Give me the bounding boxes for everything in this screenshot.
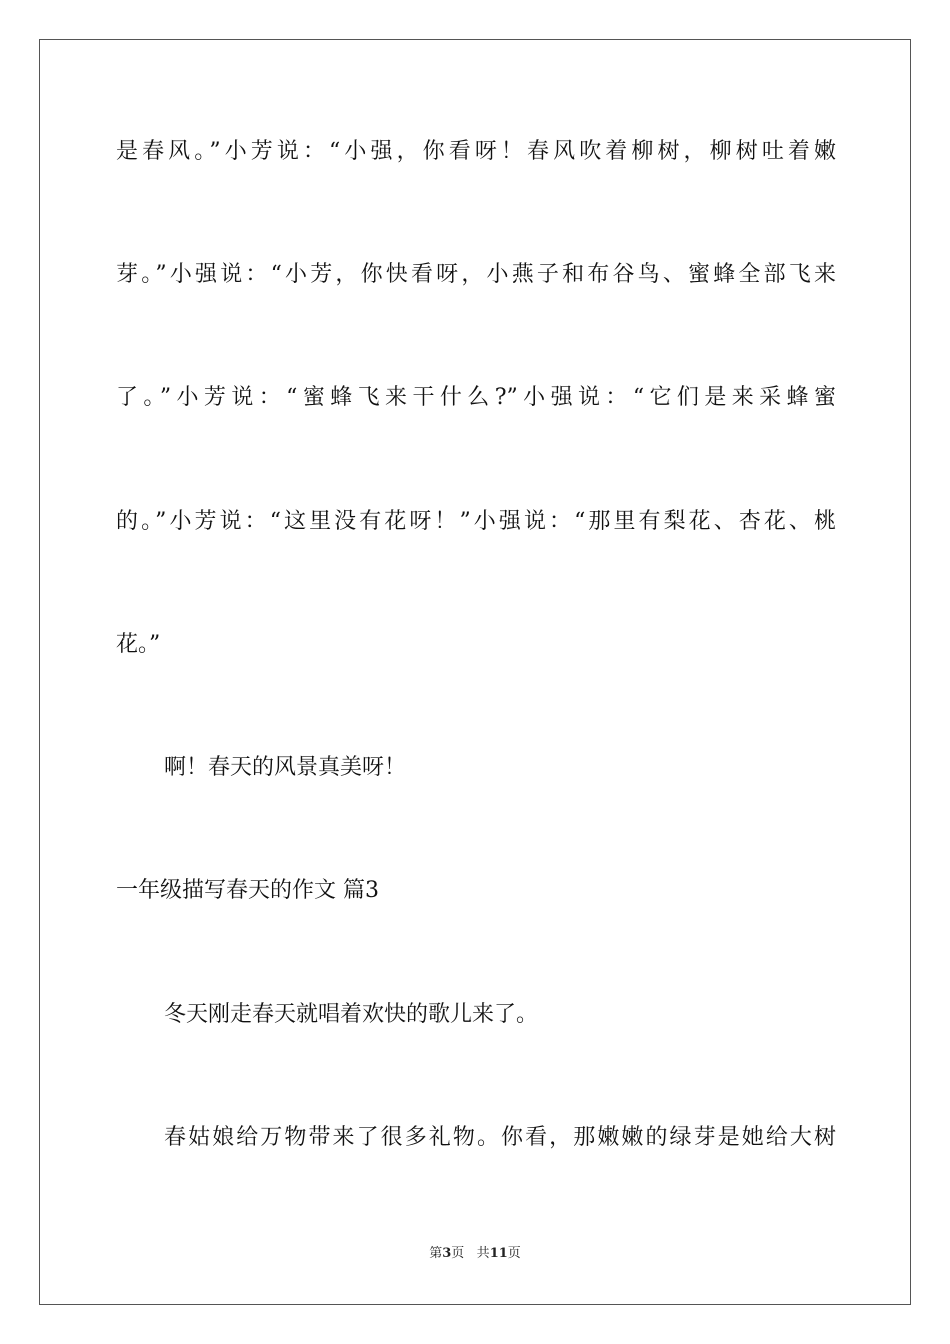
body-paragraph-winter: 冬天刚走春天就唱着欢快的歌儿来了。 (164, 1002, 539, 1027)
footer-page-number: 3 (442, 1246, 452, 1261)
page-footer (0, 1246, 950, 1262)
footer-page-prefix: 第 (429, 1246, 443, 1261)
body-line-2: 芽。”小强说：“小芳，你快看呀，小燕子和布谷鸟、蜜蜂全部飞来 (116, 262, 836, 287)
footer-total-pages: 11 (489, 1246, 508, 1261)
body-paragraph-spring-gifts: 春姑娘给万物带来了很多礼物。你看，那嫩嫩的绿芽是她给大树 (164, 1125, 836, 1150)
footer-page-suffix: 页 (451, 1246, 465, 1261)
body-line-3: 了。”小芳说：“蜜蜂飞来干什么?”小强说：“它们是来采蜂蜜 (116, 385, 836, 410)
footer-total-prefix: 共 (476, 1246, 490, 1261)
body-line-5: 花。” (116, 632, 161, 657)
body-paragraph-exclaim: 啊！春天的风景真美呀！ (164, 755, 407, 780)
body-line-1: 是春风。”小芳说：“小强，你看呀！春风吹着柳树，柳树吐着嫩 (116, 139, 836, 164)
section-heading: 一年级描写春天的作文 篇3 (116, 878, 379, 903)
page-border (39, 39, 911, 1305)
footer-total-suffix: 页 (507, 1246, 521, 1261)
body-line-4: 的。”小芳说：“这里没有花呀！”小强说：“那里有梨花、杏花、桃 (116, 509, 836, 534)
